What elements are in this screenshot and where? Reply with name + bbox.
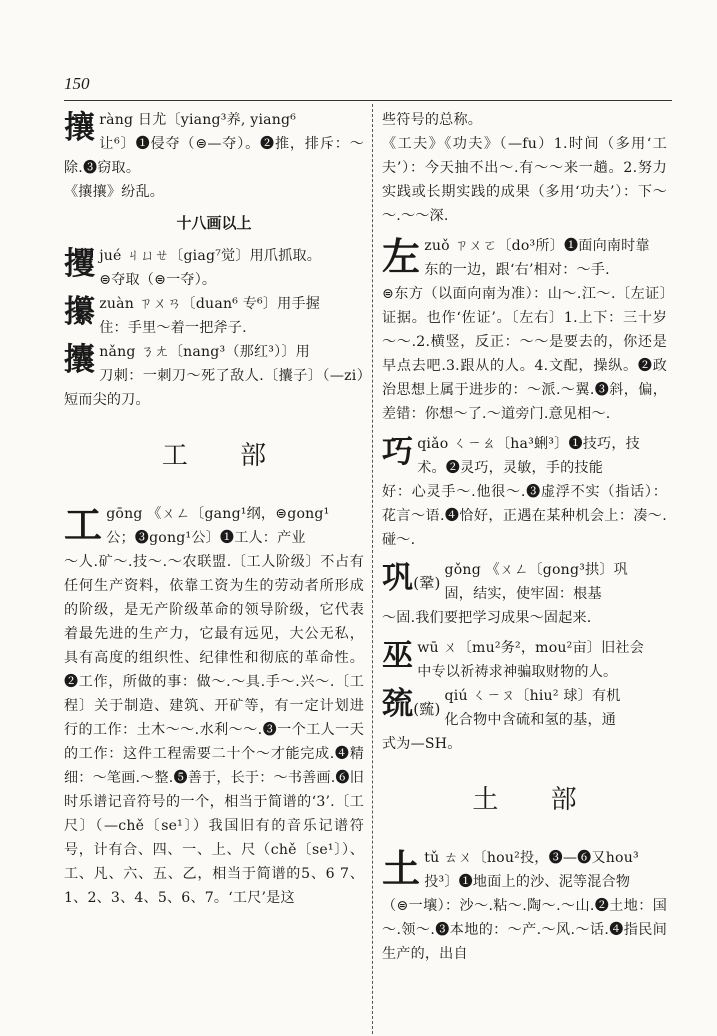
section-heading-gong: 工 部 [161,441,289,471]
entry-zuo: 左 zuǒ ㄗㄨㄛ〔do³所〕❶面向南时靠 东的一边，跟‘右’相对：～手. ⊜东方（以面向南为准）：山～.江～.〔左证〕证据。也作‘佐证’。〔左右〕1.上下：三十岁～～.2.横竖，反正：～～是要去的，你还是早点去吧.3.跟从的人。4.文配，操纵。❷政治思想上属于进步的：～派.～翼.❸斜，偏，差错：你想～了.～道旁门.意见相～. [382,234,667,422]
headword-gong2: 巩(鞏) [382,560,441,596]
headword-rang: 攘 [64,110,96,146]
headword-tu: 土 [382,846,421,891]
left-column [64,108,364,1016]
entry-gong: 工 gōng 《ㄨㄥ〔gang¹纲，⊜gong¹ 公；❸gong¹公〕❶工人：产业 ～人.矿～.技～.～农联盟.〔工人阶级〕不占有任何生产资料，依靠工资为生的劳动者所形成的阶级，是无产阶级革命的领导阶级，它代表着最先进的生产力，它最有远见，大公无私，具有高度的组织性、纪律性和彻底的革命性。❷工作，所做的事：做～.～具.手～.兴～.〔工程〕关于制造、建筑、开矿等，有一定计划进行的工作：土木～～.水利～～.❸一个工人一天的工作：这件工程需要二十个～才能完成.❹精细：～笔画.～整.❺善于，长于：～书善画.❻旧时乐谱记音符号的一个，相当于简谱的‘3’.〔工尺〕（—chě〔se¹〕）我国旧有的音乐记谱符号，计有合、四、一、上、尺（chě〔se¹〕）、工、凡、六、五、乙，相当于简谱的5、6 7、1、2、3、4、5、6、7。‘工尺’是这 [64,502,364,906]
entry-tu: 土 tǔ ㄊㄨ〔hou²投，❸—❻又hou³ 投³〕❶地面上的沙、泥等混合物 （⊜一壤）：沙～.粘～.陶～.～山.❷土地：国～.领～.❸本地的：～产.～风.～话.❹指民间生产的，出自 [382,846,667,962]
entry-zuan: 攥 zuàn ㄗㄨㄢ〔duan⁶ 专⁶〕用手握 住：手里～着一把斧子. [64,294,321,336]
entry-wu: 巫 wū ㄨ〔mu²务²，mou²亩〕旧社会 中专以祈祷求神骗取财物的人。 [382,638,644,680]
headword-qiao: 巧 [382,434,414,470]
compound-gongfu: 《工夫》《功夫》（—fu）1.时间（多用‘工夫’）：今天抽不出～.有～～来一趟。2.努力实践或长期实践的成果（多用‘功夫’）：下～～.～～深. [382,136,667,224]
entry-nang: 攮 nǎng ㄋㄤ〔nang³（那红³）〕用 刀刺：一刺刀～死了敌人.〔攮子〕（—zi）短而尖的刀。 [64,342,364,408]
header-rule [64,100,672,101]
entry-gong-continued: 些符号的总称。 《工夫》《功夫》（—fu）1.时间（多用‘工夫’）：今天抽不出～.有～～来一趟。2.努力实践或长期实践的成果（多用‘功夫’）：下～～.～～深. [382,108,667,228]
entry-jue: 攫 jué ㄐㄩㄝ〔giag⁷觉〕用爪抓取。 ⊜夺取（⊜一夺）。 [64,246,322,288]
stroke-subheading: 十八画以上 [176,214,252,232]
entry-qiao: 巧 qiǎo ㄑㄧㄠ〔ha³蜊³〕❶技巧，技 术。❷灵巧，灵敏，手的技能 好：心灵手～.他很～.❸虚浮不实（指话）：花言～语.❹恰好，正遇在某种机会上：凑～.碰～. [382,434,667,548]
entry-qiu: 巯(巰) qiú ㄑㄧㄡ〔hiu² 球〕有机 化合物中含硫和氢的基，通 式为—SH。 [382,686,621,752]
page-number: 150 [64,74,90,93]
headword-zuo: 左 [382,234,421,279]
section-heading-tu: 土 部 [472,785,599,815]
headword-jue: 攫 [64,246,96,282]
headword-zuan: 攥 [64,294,96,330]
headword-wu: 巫 [382,638,414,674]
headword-qiu: 巯(巰) [382,686,441,722]
right-column [382,108,667,1016]
column-divider [372,104,373,1034]
entry-gong2: 巩(鞏) gǒng 《ㄨㄥ〔gong³拱〕巩 固，结实，使牢固：根基 ～固.我们要把学习成果～固起来. [382,560,628,626]
headword-nang: 攮 [64,342,96,378]
compound-rangrang: 《攘攘》纷乱。 [64,184,165,200]
headword-gong: 工 [64,502,103,547]
entry-rang: 攘 ràng 日尤〔yiang³养, yiang⁶ 让⁶〕❶侵夺（⊜—夺）。❷推，排斥：～除.❸窃取。 《攘攘》纷乱。 [64,108,364,204]
